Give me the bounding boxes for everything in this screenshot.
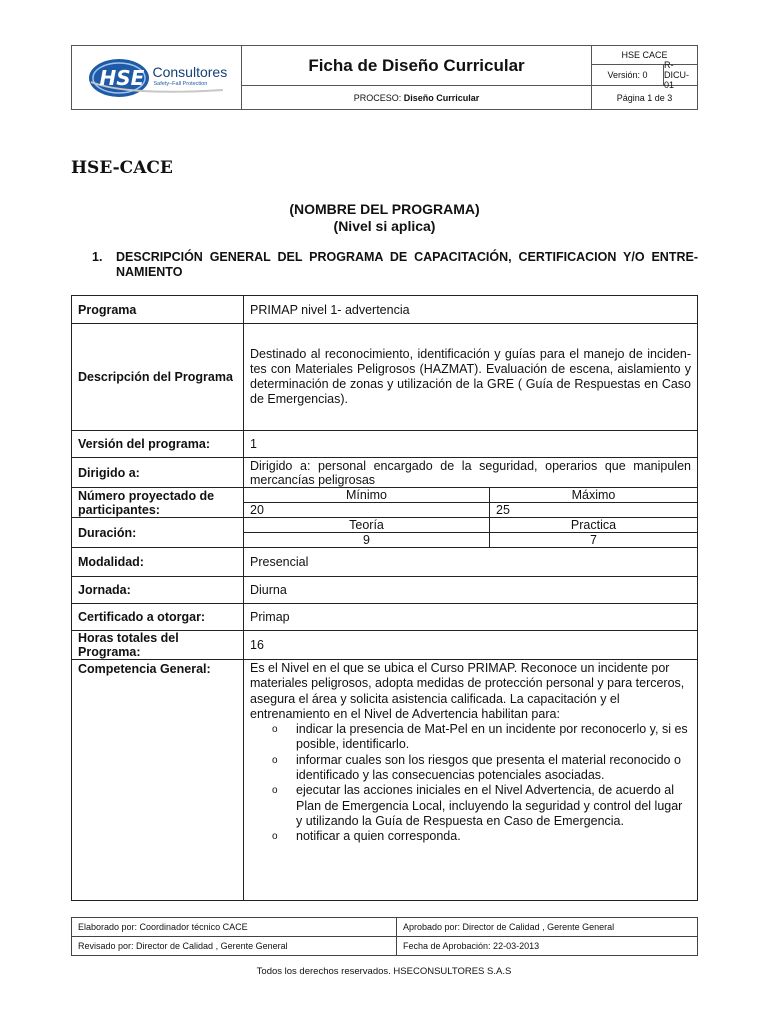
label-participantes: Número proyectado de participantes: (71, 487, 244, 518)
label-horas: Horas totales del Programa: (71, 630, 244, 660)
footer-aprobado: Aprobado por: Director de Calidad , Gerente General (396, 917, 698, 937)
header-version: Versión: 0 (592, 65, 664, 86)
label-dirigido: Dirigido a: (71, 457, 244, 488)
participantes-min-value: 20 (243, 502, 490, 518)
logo-company: Consultores (152, 63, 228, 80)
document-header (71, 45, 698, 110)
competencia-intro: Es el Nivel en el que se ubica el Curso PRIMAP. Reconoce un incidente por materiales peligrosos, adopta medidas de protección personal y para terceros, asegura el área y solicita asistencia calificada. La capacitación y el entrenamiento en el Nivel de Advertencia habilitan para: (250, 661, 685, 721)
section-title: DESCRIPCIÓN GENERAL DEL PROGRAMA DE CAPACITACIÓN, CERTIFICACION Y/O ENTRE-NAMIENTO (116, 250, 698, 279)
participantes-max-header: Máximo (489, 487, 698, 503)
participantes-max-value: 25 (489, 502, 698, 518)
value-dirigido: Dirigido a: personal encargado de la seguridad, operarios que manipulen mercancías peligrosas (243, 457, 698, 488)
value-descripcion: Destinado al reconocimiento, identificación y guías para el manejo de inciden-tes con Materiales Peligrosos (HAZMAT). Evaluación de escena, aislamiento y determinación de zonas y utilización de la GRE ( Guía de Respuestas en Caso de Emergencias). (243, 323, 698, 431)
footer-elaborado: Elaborado por: Coordinador técnico CACE (71, 917, 397, 937)
list-item: o notificar a quien corresponda. (250, 829, 691, 844)
program-name-block (71, 201, 698, 235)
label-jornada: Jornada: (71, 576, 244, 604)
value-horas: 16 (243, 630, 698, 660)
header-page: Página 1 de 3 (616, 92, 673, 103)
list-item: o ejecutar las acciones iniciales en el Nivel Advertencia, de acuerdo al Plan de Emergencia Local, incluyendo la seguridad y control del lugar y utilizando la Guía de Respuesta en Caso de Emergencia. (250, 783, 691, 829)
list-item: o indicar la presencia de Mat-Pel en un incidente por reconocerlo y, si es posible, identificarlo. (250, 722, 691, 753)
logo-text: HSE (99, 65, 145, 90)
logo-tagline: Safety–Fall Protection (153, 80, 208, 87)
label-descripcion: Descripción del Programa (71, 323, 244, 431)
process-cell (242, 86, 592, 109)
logo-cell (72, 46, 242, 109)
copyright-notice: Todos los derechos reservados. HSECONSULTORES S.A.S (256, 966, 512, 977)
program-level: (Nivel si aplica) (333, 218, 436, 234)
header-code: HSE CACE (592, 46, 697, 65)
duracion-teoria-header: Teoría (243, 517, 490, 533)
footer-fecha: Fecha de Aprobación: 22-03-2013 (396, 936, 698, 956)
competencia-list (250, 722, 691, 844)
label-competencia: Competencia General: (71, 659, 244, 901)
duracion-practica-header: Practica (489, 517, 698, 533)
participantes-min-header: Mínimo (243, 487, 490, 503)
doc-heading: HSE-CACE (71, 158, 173, 178)
duracion-teoria-value: 9 (243, 532, 490, 548)
program-title: (NOMBRE DEL PROGRAMA) (289, 201, 480, 217)
value-programa: PRIMAP nivel 1- advertencia (243, 295, 698, 324)
company-logo (87, 56, 227, 100)
list-item: o informar cuales son los riesgos que presenta el material reconocido o identificado y las consecuencias potenciales asociadas. (250, 753, 691, 784)
value-version: 1 (243, 430, 698, 458)
header-doc-code: R-DICU-01 (664, 65, 697, 86)
process-value: Diseño Curricular (403, 92, 480, 103)
process-label: PROCESO: (353, 92, 402, 103)
value-modalidad: Presencial (243, 547, 698, 577)
value-jornada: Diurna (243, 576, 698, 604)
value-competencia (243, 659, 698, 901)
section-number: 1. (92, 250, 103, 264)
label-certificado: Certificado a otorgar: (71, 603, 244, 631)
label-programa: Programa (71, 295, 244, 324)
duracion-practica-value: 7 (489, 532, 698, 548)
label-modalidad: Modalidad: (71, 547, 244, 577)
footer-revisado: Revisado por: Director de Calidad , Gerente General (71, 936, 397, 956)
label-duracion: Duración: (71, 517, 244, 548)
document-title: Ficha de Diseño Curricular (242, 46, 592, 86)
label-version: Versión del programa: (71, 430, 244, 458)
value-certificado: Primap (243, 603, 698, 631)
